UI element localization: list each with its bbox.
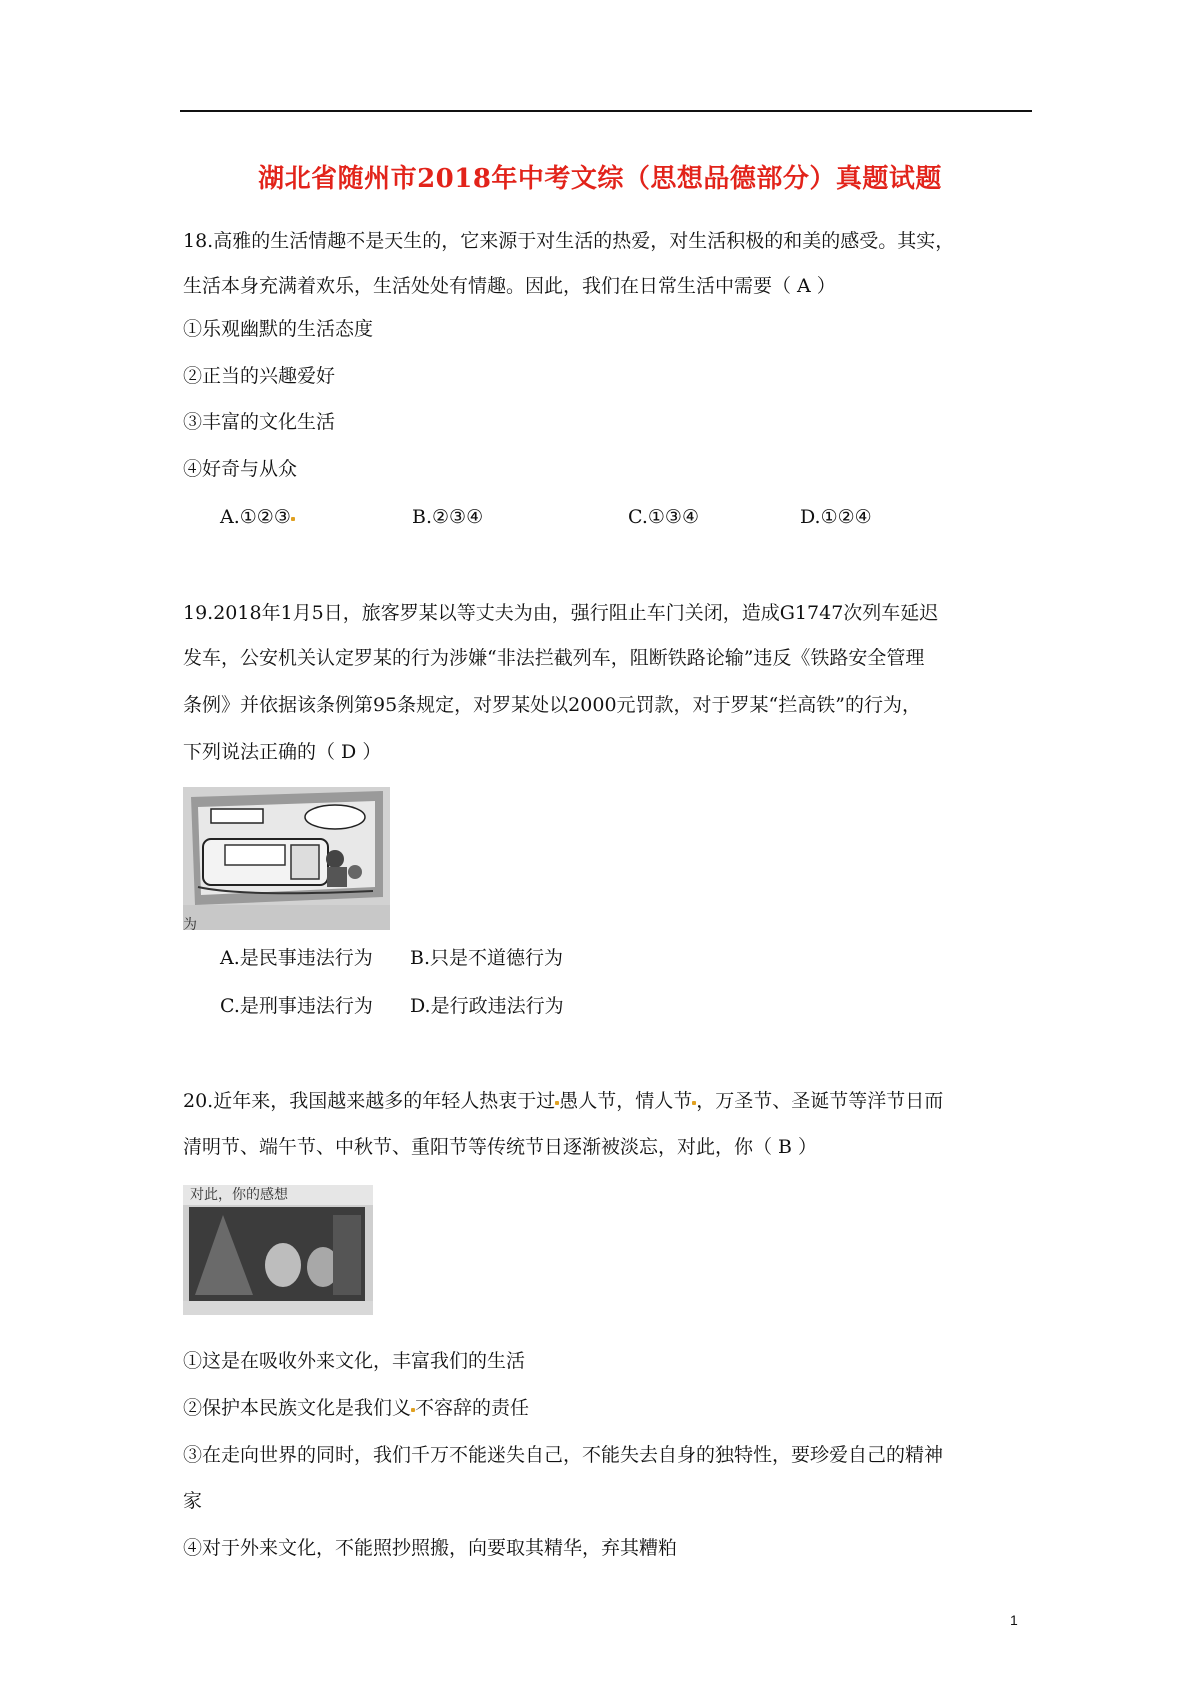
q20-stem-line1 xyxy=(183,1088,943,1115)
q18-option-a xyxy=(220,504,295,531)
q19-option-a xyxy=(220,945,373,972)
q20-stem-part2: 愚人节，情人节 xyxy=(559,1090,693,1112)
q20-item-4: ④对于外来文化，不能照抄照搬，向要取其精华，弃其糟粕 xyxy=(183,1537,678,1559)
cartoon-train-drawing xyxy=(183,787,390,930)
q19-image-caption: 为 xyxy=(183,917,197,933)
q18-option-d: D.①②④ xyxy=(800,506,872,528)
q19-option-b: B.只是不道德行为 xyxy=(410,947,564,969)
q20-stem-part1: 20.近年来，我国越来越多的年轻人热衷于过 xyxy=(183,1090,556,1112)
q18-option-b: B.②③④ xyxy=(412,506,484,528)
q20-item-3-continued: 家 xyxy=(183,1490,203,1512)
q19-stem-line1: 19.2018年1月5日，旅客罗某以等丈夫为由，强行阻止车门关闭，造成G1747次列车延迟 xyxy=(183,602,939,624)
q18-option-a-text: A.①②③ xyxy=(220,506,291,528)
q19-stem-line4: 下列说法正确的（ D ） xyxy=(183,741,382,763)
q20-item-3: ③在走向世界的同时，我们千万不能迷失自己，不能失去自身的独特性，要珍爱自己的精神 xyxy=(183,1444,944,1466)
q18-item-2: ②正当的兴趣爱好 xyxy=(183,365,336,387)
q20-image-caption: 对此，你的感想 xyxy=(190,1187,288,1203)
q20-stem-part3: ，万圣节、圣诞节等洋节日而 xyxy=(696,1090,944,1112)
q20-item-2 xyxy=(183,1395,529,1422)
q19-option-c: C.是刑事违法行为 xyxy=(220,995,373,1017)
q18-stem-line2: 生活本身充满着欢乐，生活处处有情趣。因此，我们在日常生活中需要（ A ） xyxy=(183,275,836,297)
q19-option-a-text: A.是民事违法行为 xyxy=(220,947,373,969)
q18-item-1: ①乐观幽默的生活态度 xyxy=(183,318,374,340)
page-number: 1 xyxy=(1010,1612,1018,1628)
q20-item-1: ①这是在吸收外来文化，丰富我们的生活 xyxy=(183,1350,526,1372)
q20-item-2-part1: ②保护本民族文化是我们义 xyxy=(183,1397,412,1419)
q18-item-3: ③丰富的文化生活 xyxy=(183,411,336,433)
q18-item-4: ④好奇与从众 xyxy=(183,458,298,480)
q18-stem-line1: 18.高雅的生活情趣不是天生的，它来源于对生活的热爱，对生活积极的和美的感受。其实， xyxy=(183,230,955,252)
cartoon-train-image xyxy=(183,787,390,930)
q19-stem-line2: 发车，公安机关认定罗某的行为涉嫌“非法拦截列车，阻断铁路论输”违反《铁路安全管理 xyxy=(183,647,925,669)
q20-item-2-part2: 不容辞的责任 xyxy=(415,1397,530,1419)
q18-option-c: C.①③④ xyxy=(628,506,699,528)
page-title: 湖北省随州市2018年中考文综（思想品德部分）真题试题 xyxy=(258,164,942,194)
q19-option-d: D.是行政违法行为 xyxy=(410,995,564,1017)
highlight-mark xyxy=(291,517,295,521)
q19-stem-line3: 条例》并依据该条例第95条规定，对罗某处以2000元罚款，对于罗某“拦高铁”的行为， xyxy=(183,694,921,716)
q20-stem-line2: 清明节、端午节、中秋节、重阳节等传统节日逐渐被淡忘，对此，你（ B ） xyxy=(183,1136,818,1158)
header-rule xyxy=(180,110,1032,112)
